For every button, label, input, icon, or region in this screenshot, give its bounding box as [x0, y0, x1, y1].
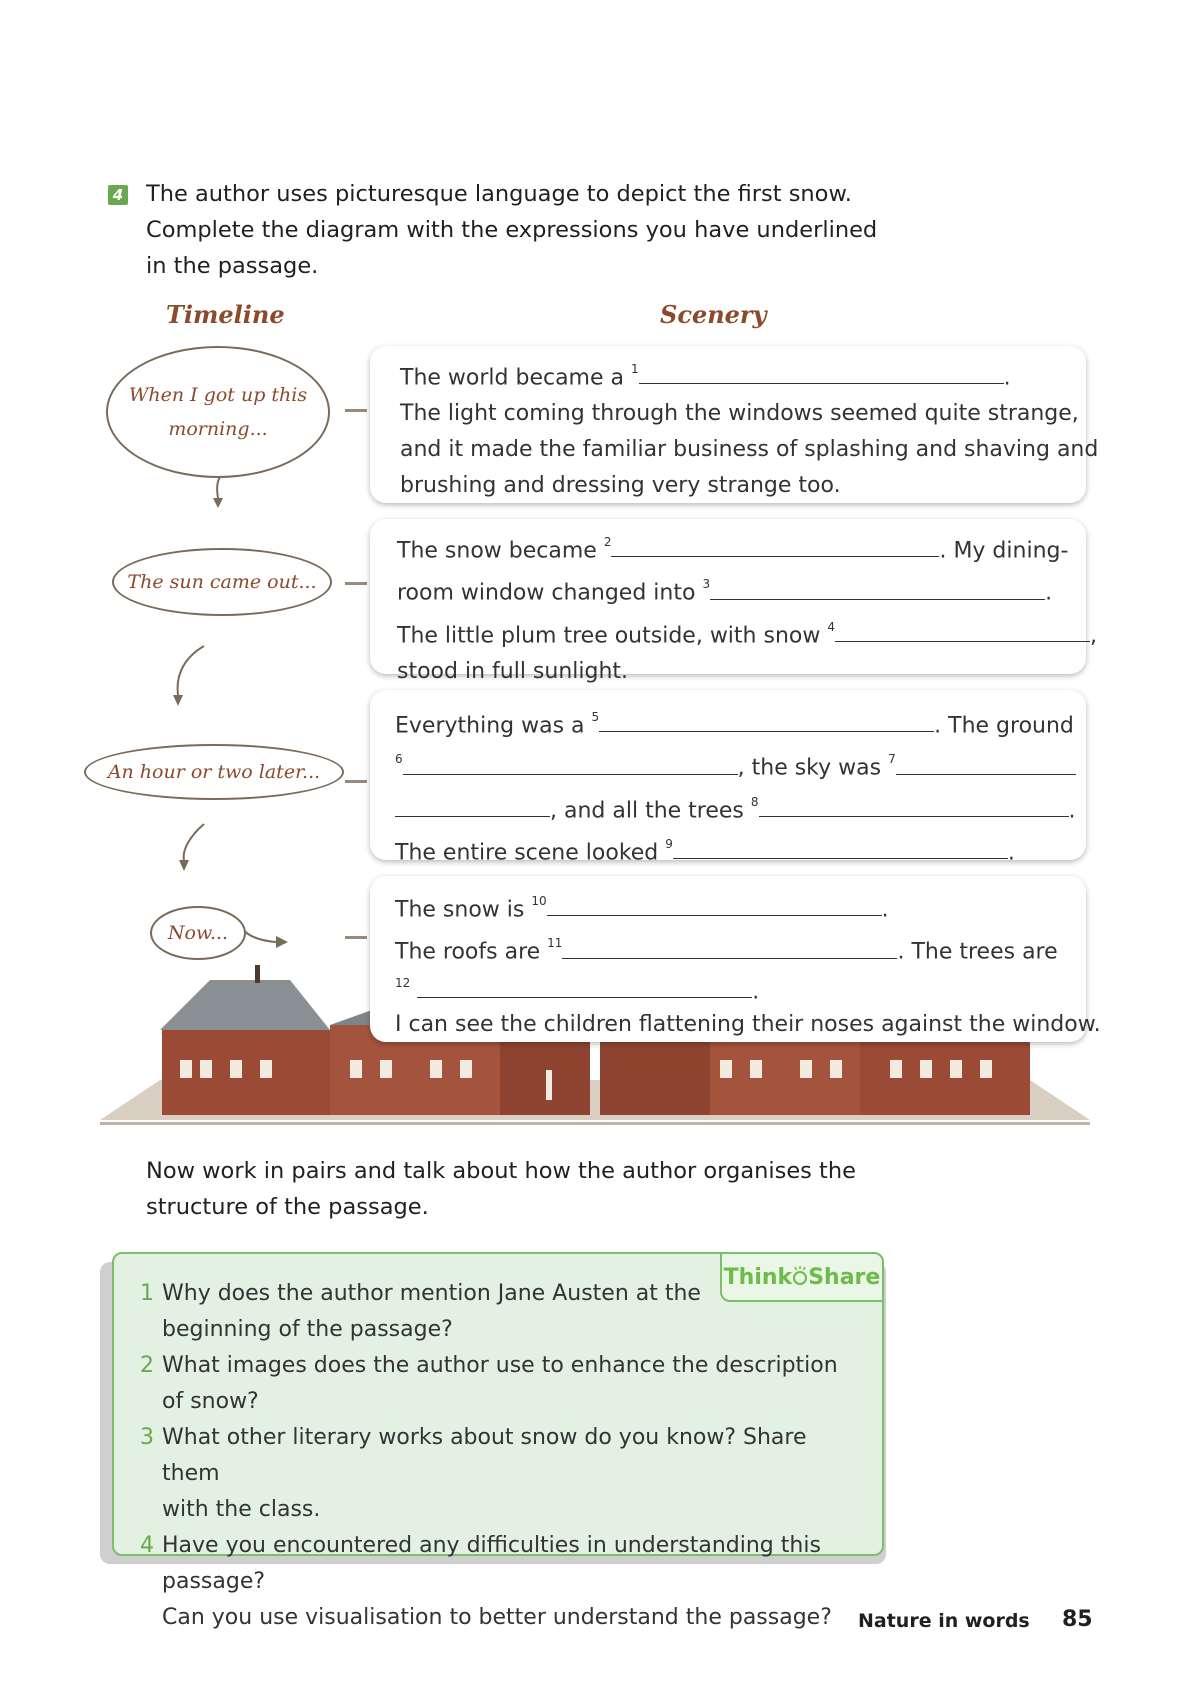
card-text: The light coming through the windows seemed quite strange, — [400, 401, 1079, 427]
question-number: 2 — [140, 1353, 154, 1378]
scenery-card-1 — [370, 346, 1099, 503]
blank-number: 9 — [665, 836, 673, 851]
question-item — [140, 1528, 860, 1636]
blank-number: 11 — [547, 936, 563, 951]
question-text: with the class. — [162, 1497, 321, 1522]
badge-think: Think — [723, 1264, 793, 1290]
tail-2 — [178, 646, 204, 695]
pair-work-line: Now work in pairs and talk about how the author organises the — [146, 1158, 856, 1184]
card-text: The snow became — [397, 538, 597, 564]
card-text: . The ground — [934, 713, 1074, 739]
arrowhead-4 — [276, 936, 288, 948]
answer-blank-5[interactable] — [599, 709, 934, 732]
blank-number: 8 — [750, 794, 759, 809]
blank-number: 10 — [531, 894, 547, 908]
timeline-bubble-1 — [106, 346, 330, 478]
question-number: 4 — [140, 1533, 154, 1558]
blank-number: 4 — [827, 619, 835, 634]
question-item — [140, 1420, 860, 1528]
connector-dash — [345, 780, 367, 783]
page-number: 85 — [1062, 1607, 1093, 1632]
question-text: beginning of the passage? — [162, 1317, 453, 1342]
arrowhead-1 — [213, 498, 223, 508]
arrowhead-2 — [173, 695, 183, 706]
question-text: Can you use visualisation to better understand the passage? — [162, 1605, 832, 1630]
card-text: . — [881, 897, 889, 923]
scenery-card-4 — [370, 876, 1101, 1042]
card-text: . — [1003, 365, 1011, 391]
connector-dash — [345, 936, 367, 939]
task-line: The author uses picturesque language to depict the first snow. — [146, 181, 852, 207]
question-text: Have you encountered any difficulties in understanding this passage? — [162, 1533, 821, 1594]
question-text: What images does the author use to enhance the description of snow? — [162, 1353, 838, 1414]
scenery-header: Scenery — [660, 300, 767, 329]
card-text: The world became a — [400, 365, 624, 391]
bubble-text: morning... — [168, 418, 268, 440]
question-text: What other literary works about snow do you know? Share them — [162, 1425, 807, 1486]
timeline-bubble-3 — [84, 744, 344, 800]
answer-blank-4[interactable] — [835, 619, 1090, 642]
blank-number: 6 — [395, 752, 403, 767]
task-number-badge: 4 — [108, 185, 128, 205]
question-number: 3 — [140, 1425, 154, 1450]
card-text: , — [1089, 622, 1097, 648]
card-text: , and all the trees — [550, 797, 744, 823]
bubble-text: The sun came out... — [127, 571, 317, 593]
scenery-card-3 — [370, 690, 1086, 866]
answer-blank-8[interactable] — [759, 794, 1069, 817]
card-text: stood in full sunlight. — [397, 658, 629, 684]
blank-number: 1 — [631, 362, 639, 376]
bubble-text: Now... — [167, 922, 229, 944]
blank-number: 7 — [888, 752, 896, 767]
card-text: The roofs are — [395, 939, 541, 965]
connector-dash — [345, 409, 367, 412]
bubble-text: An hour or two later... — [107, 761, 321, 783]
badge-share: Share — [808, 1264, 881, 1290]
timeline-header: Timeline — [166, 300, 285, 329]
blank-number: 12 — [395, 975, 411, 990]
card-text: The snow is — [395, 897, 525, 923]
timeline-bubble-4 — [150, 906, 246, 960]
answer-blank-9[interactable] — [673, 836, 1008, 859]
answer-blank-1[interactable] — [639, 361, 1004, 384]
answer-blank-2[interactable] — [611, 534, 939, 557]
question-text: Why does the author mention Jane Austen at the — [162, 1281, 701, 1306]
answer-blank-6[interactable] — [403, 752, 738, 775]
question-item — [140, 1348, 860, 1420]
question-number: 1 — [140, 1281, 154, 1306]
card-text: . My dining- — [939, 538, 1069, 564]
timeline-bubble-2 — [112, 548, 332, 616]
card-text: I can see the children flattening their noses against the window. — [395, 1011, 1101, 1037]
answer-blank-12[interactable] — [417, 975, 752, 998]
blank-number: 3 — [702, 577, 711, 592]
card-text: room window changed into — [397, 580, 696, 606]
card-text: and it made the familiar business of splashing and shaving and — [400, 437, 1099, 463]
card-text: . The trees are — [897, 939, 1058, 965]
card-text: . — [752, 978, 760, 1004]
arrowhead-3 — [179, 860, 189, 871]
card-text: . — [1068, 797, 1076, 823]
card-text: Everything was a — [395, 713, 585, 739]
bubble-text: When I got up this — [128, 384, 308, 406]
tail-3 — [184, 824, 204, 860]
blank-number: 2 — [603, 535, 612, 549]
answer-blank-7-cont[interactable] — [395, 794, 550, 817]
card-text: brushing and dressing very strange too. — [400, 473, 841, 499]
answer-blank-7[interactable] — [896, 752, 1076, 775]
card-text: The entire scene looked — [395, 840, 659, 866]
question-list — [140, 1276, 860, 1636]
answer-blank-10[interactable] — [547, 893, 882, 916]
card-text: , the sky was — [737, 755, 882, 781]
card-text: The little plum tree outside, with snow — [397, 622, 821, 648]
answer-blank-11[interactable] — [562, 936, 897, 959]
card-text: . — [1007, 840, 1015, 866]
task-line: in the passage. — [146, 253, 319, 279]
card-text: . — [1045, 580, 1053, 606]
blank-number: 5 — [591, 710, 600, 724]
task-line: Complete the diagram with the expressions you have underlined — [146, 217, 878, 243]
answer-blank-3[interactable] — [710, 577, 1045, 600]
footer-unit-title: Nature in words — [858, 1610, 1030, 1632]
pair-work-instructions — [146, 1153, 906, 1225]
task-instructions — [146, 176, 906, 284]
pair-work-line: structure of the passage. — [146, 1194, 429, 1220]
connector-dash — [345, 582, 367, 585]
scenery-card-2 — [370, 519, 1097, 684]
question-item — [140, 1276, 860, 1348]
